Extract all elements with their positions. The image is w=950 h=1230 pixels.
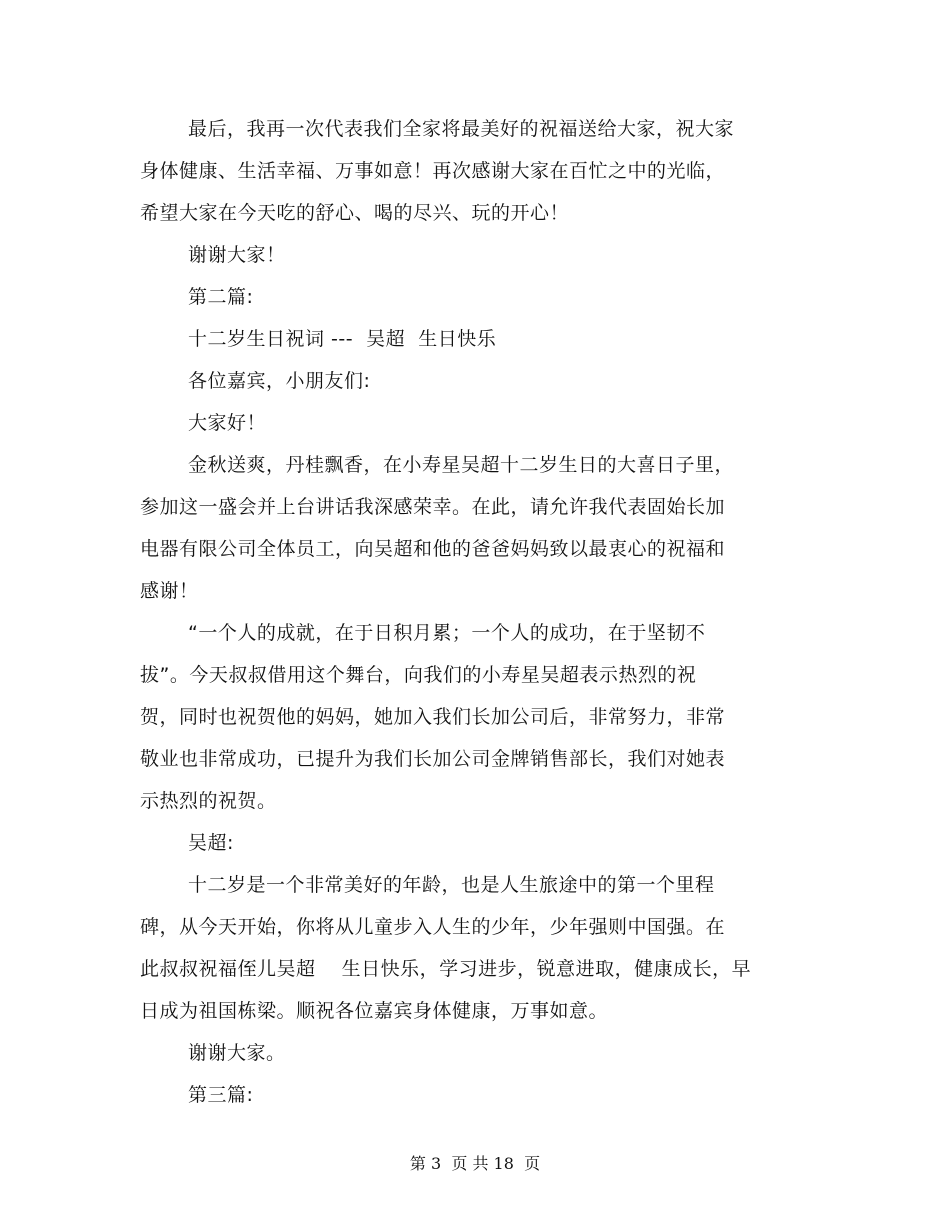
- text-line: 感谢！: [140, 580, 199, 602]
- speech-title: 十二岁生日祝词 --- 吴超 生日快乐: [188, 328, 497, 350]
- text-line: 谢谢大家。: [188, 1042, 286, 1064]
- text-line: 日成为祖国栋梁。顺祝各位嘉宾身体健康，万事如意。: [140, 1000, 609, 1022]
- text-line: 吴超:: [188, 832, 234, 854]
- text-line: 敬业也非常成功，已提升为我们长加公司金牌销售部长，我们对她表: [140, 748, 726, 770]
- text-line: 大家好！: [188, 412, 267, 434]
- text-line: 电器有限公司全体员工，向吴超和他的爸爸妈妈致以最衷心的祝福和: [140, 538, 726, 560]
- text-line: 示热烈的祝贺。: [140, 790, 277, 812]
- text-line: 谢谢大家！: [188, 244, 286, 266]
- text-line: 金秋送爽，丹桂飘香，在小寿星吴超十二岁生日的大喜日子里，: [188, 454, 735, 476]
- text-line: 此叔叔祝福侄儿吴超 生日快乐，学习进步，锐意进取，健康成长，早: [140, 958, 752, 980]
- section-heading: 第三篇:: [188, 1084, 254, 1106]
- page-number: 第 3 页 共 18 页: [409, 1154, 541, 1173]
- text-line: “一个人的成就，在于日积月累；一个人的成功，在于坚韧不: [188, 622, 706, 644]
- text-line: 希望大家在今天吃的舒心、喝的尽兴、玩的开心！: [140, 202, 570, 224]
- text-line: 参加这一盛会并上台讲话我深感荣幸。在此，请允许我代表固始长加: [140, 496, 726, 518]
- text-line: 十二岁是一个非常美好的年龄，也是人生旅途中的第一个里程: [188, 874, 715, 896]
- text-line: 贺，同时也祝贺他的妈妈，她加入我们长加公司后，非常努力，非常: [140, 706, 726, 728]
- text-line: 身体健康、生活幸福、万事如意！再次感谢大家在百忙之中的光临，: [140, 160, 726, 182]
- text-line: 碑，从今天开始，你将从儿童步入人生的少年，少年强则中国强。在: [140, 916, 726, 938]
- text-line: 最后，我再一次代表我们全家将最美好的祝福送给大家，祝大家: [188, 118, 735, 140]
- section-heading: 第二篇:: [188, 286, 254, 308]
- text-line: 拔”。今天叔叔借用这个舞台，向我们的小寿星吴超表示热烈的祝: [140, 664, 697, 686]
- text-line: 各位嘉宾，小朋友们:: [188, 370, 371, 392]
